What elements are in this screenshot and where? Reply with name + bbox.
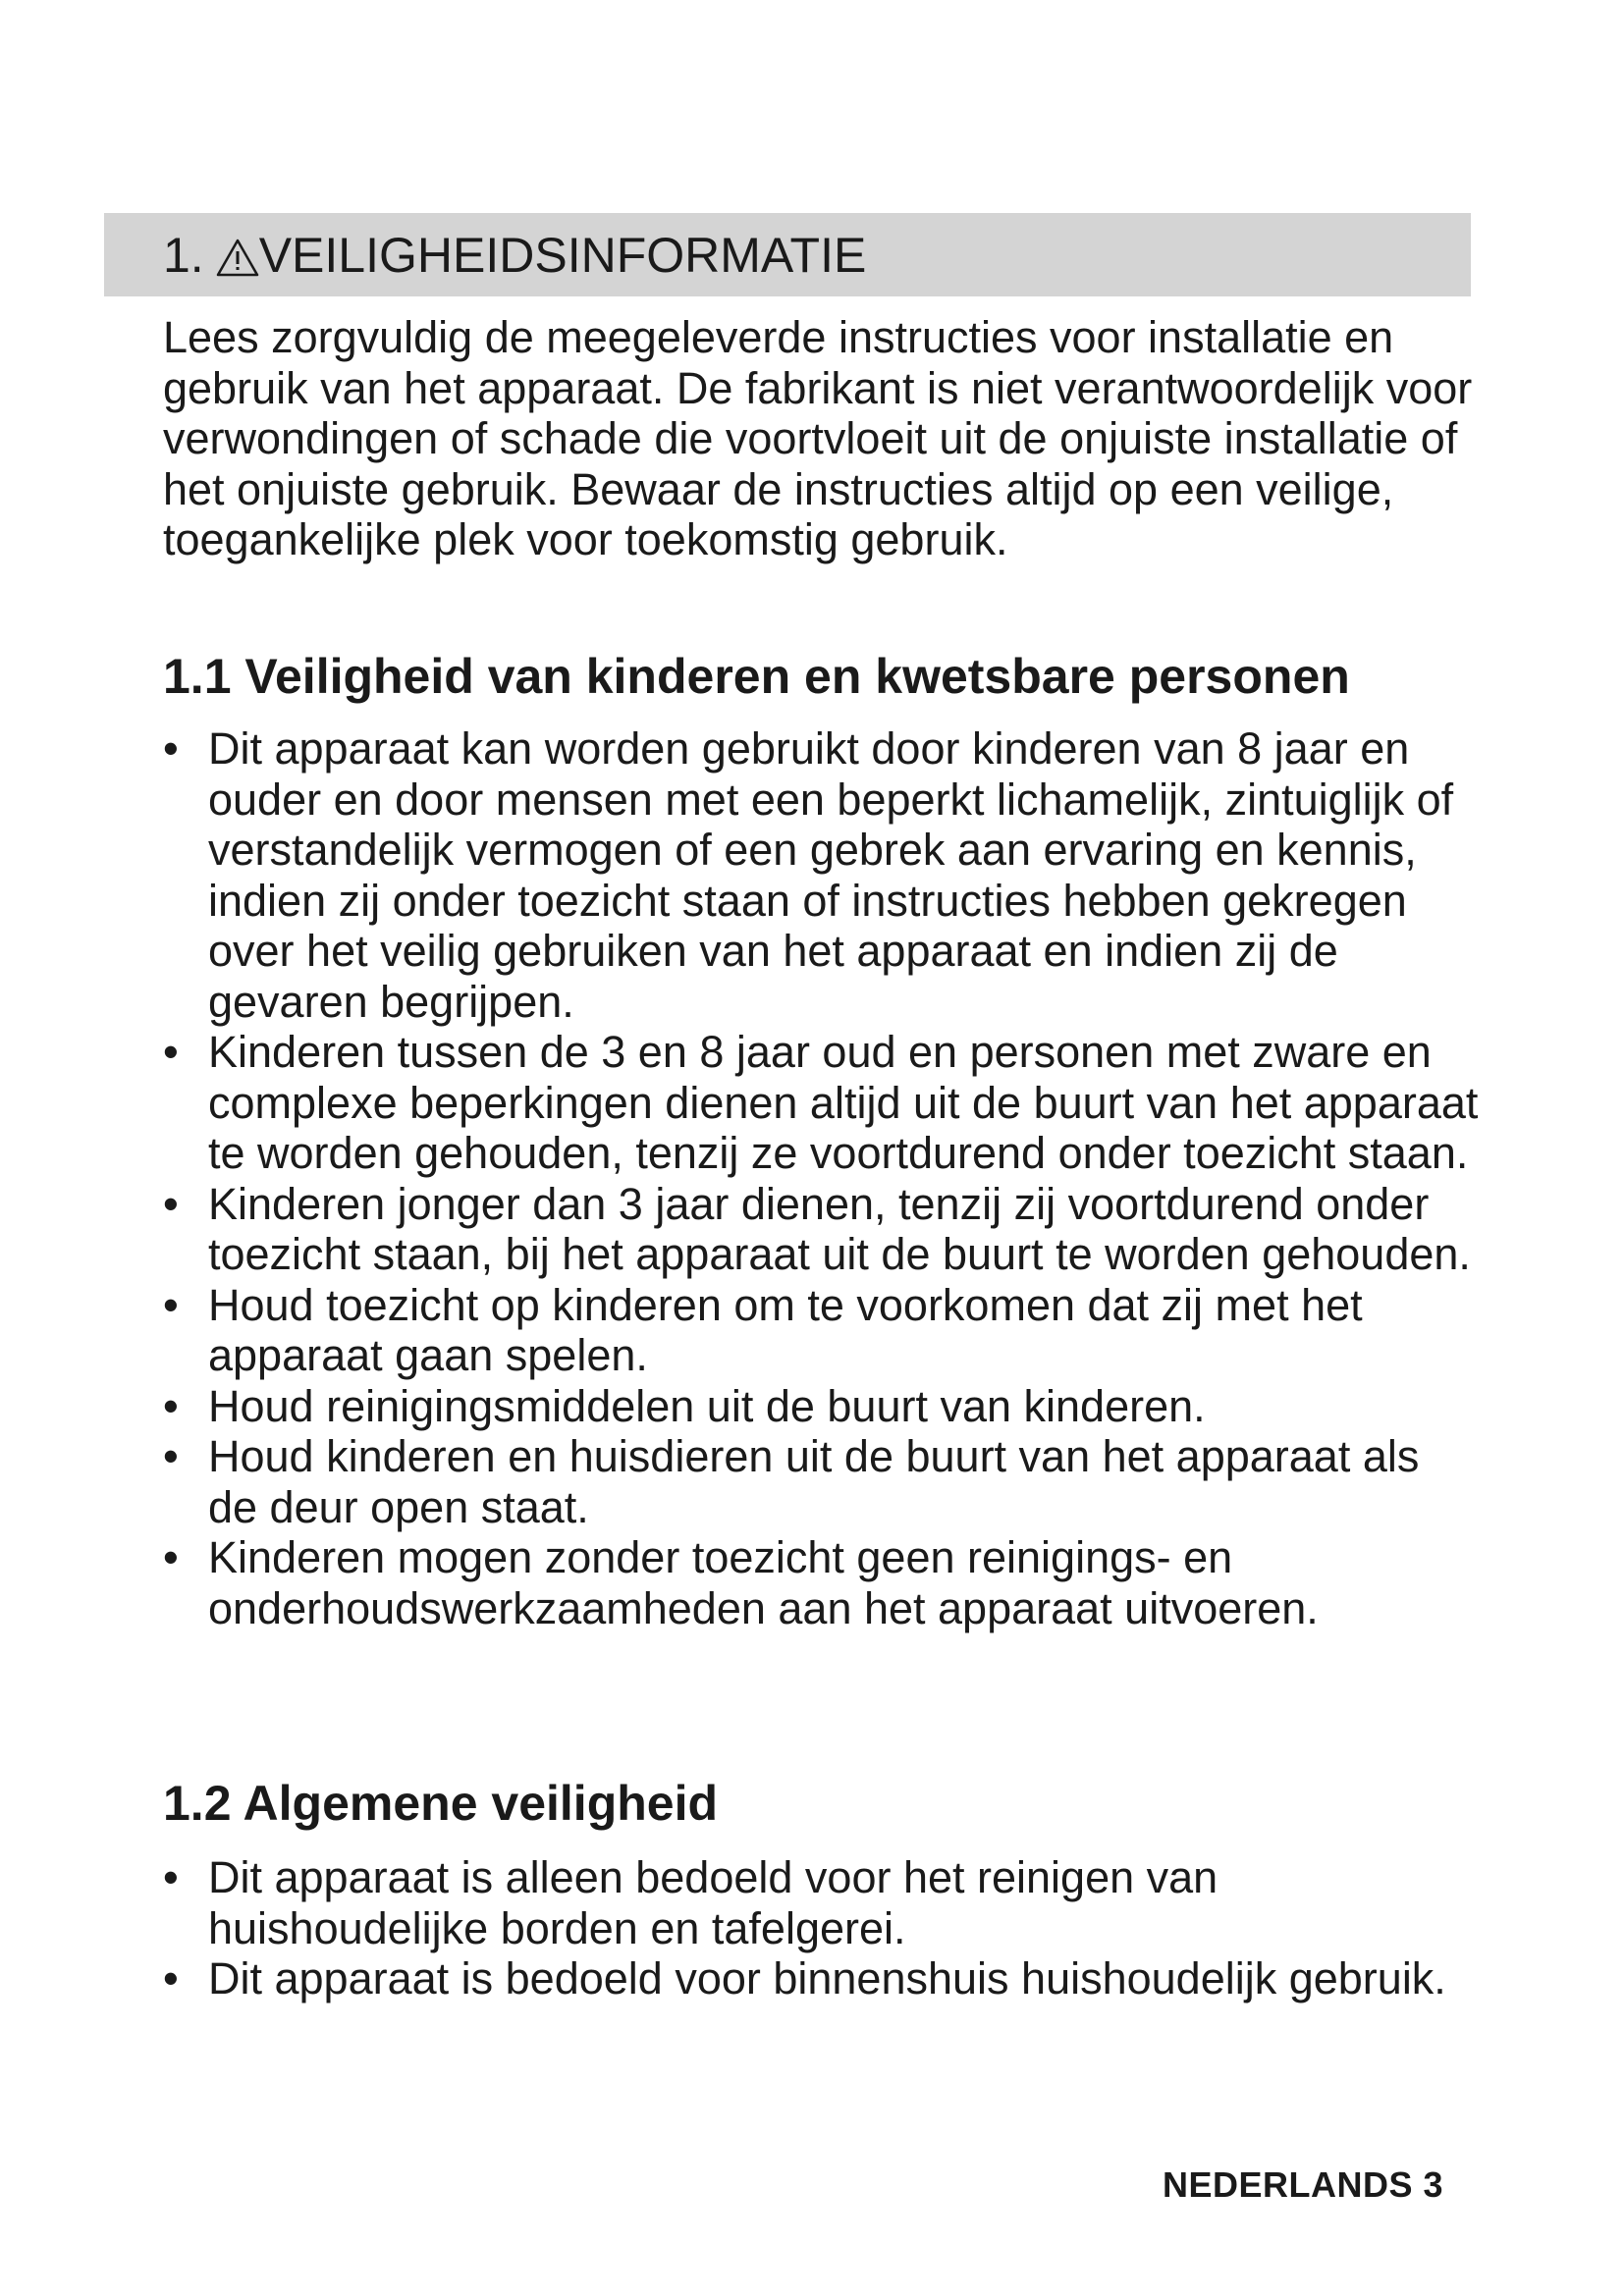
bullet-icon: • [163,1431,179,1481]
bullet-icon: • [163,723,179,774]
list-item: • Houd kinderen en huisdieren uit de buurt van het apparaat als de deur open staat. [163,1431,1420,1532]
bullet-icon: • [163,1852,179,1902]
subsection-heading-general-safety: 1.2 Algemene veiligheid [163,1776,719,1831]
list-item: • Houd reinigingsmiddelen uit de buurt van kinderen. [163,1380,1206,1431]
page-footer: NEDERLANDS 3 [1162,2164,1443,2205]
bullet-icon: • [163,1279,179,1330]
list-item: • Kinderen jonger dan 3 jaar dienen, tenzij zij voortdurend onder toezicht staan, bij het apparaat uit de buurt te worden gehouden. [163,1178,1471,1279]
list-item: • Kinderen tussen de 3 en 8 jaar oud en personen met zware en complexe beperkingen dienen altijd uit de buurt van het apparaat te worden gehouden, tenzij ze voortdurend onder toezicht staan. [163,1027,1479,1178]
bullet-icon: • [163,1178,179,1229]
children-safety-list [163,723,1479,1633]
list-item: • Houd toezicht op kinderen om te voorkomen dat zij met het apparaat gaan spelen. [163,1279,1363,1380]
section-header [104,213,1471,296]
general-safety-list [163,1852,1479,2004]
list-item: • Kinderen mogen zonder toezicht geen reinigings- en onderhoudswerkzaamheden aan het apparaat uitvoeren. [163,1532,1319,1633]
subsection-heading-children-safety: 1.1 Veiligheid van kinderen en kwetsbare personen [163,649,1350,704]
list-item: • Dit apparaat is bedoeld voor binnenshuis huishoudelijk gebruik. [163,1953,1446,2003]
bullet-icon: • [163,1027,179,1077]
intro-paragraph: Lees zorgvuldig de meegeleverde instructies voor installatie en gebruik van het apparaat. De fabrikant is niet verantwoordelijk voor verwondingen of schade die voortvloeit uit de onjuiste installatie of het onjuiste gebruik. Bewaar de instructies altijd op een veilige, toegankelijke plek voor toekomstig gebruik. [163,312,1473,564]
list-item: • Dit apparaat kan worden gebruikt door kinderen van 8 jaar en ouder en door mensen met een beperkt lichamelijk, zintuiglijk of verstandelijk vermogen of een gebrek aan ervaring en kennis, indien zij onder toezicht staan of instructies hebben gekregen over het veilig gebruiken van het apparaat en indien zij de gevaren begrijpen. [163,723,1454,1027]
bullet-icon: • [163,1380,179,1431]
warning-triangle-icon [216,238,259,277]
bullet-icon: • [163,1532,179,1582]
list-item: • Dit apparaat is alleen bedoeld voor het reinigen van huishoudelijke borden en tafelgerei. [163,1852,1218,1953]
section-number: 1. [163,227,204,283]
section-title: VEILIGHEIDSINFORMATIE [258,227,867,283]
bullet-icon: • [163,1953,179,2003]
